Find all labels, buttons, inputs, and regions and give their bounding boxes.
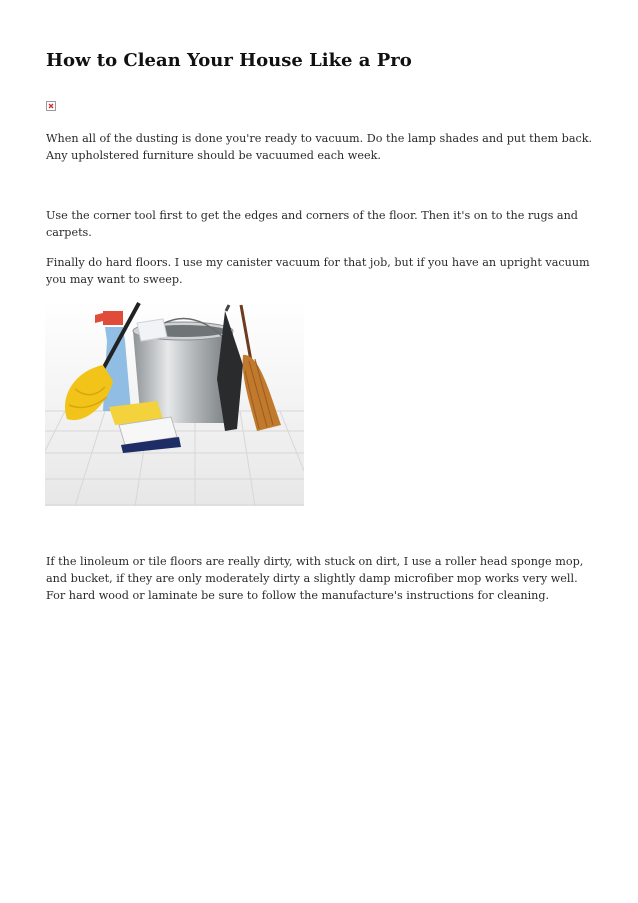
page-title: How to Clean Your House Like a Pro — [46, 50, 412, 71]
paragraph-hard-floors: Finally do hard floors. I use my canister vacuum for that job, but if you have an upright vacuum you may want to sweep. — [46, 256, 590, 286]
paragraph-linoleum-floors: If the linoleum or tile floors are really dirty, with stuck on dirt, I use a roller head sponge mop, and bucket, if they are only moderately dirty a slightly damp microfiber mop works very well. For hard wood or laminate be sure to follow the manufacture's instructions for cleaning. — [46, 555, 584, 602]
paragraph-corner-tool: Use the corner tool first to get the edges and corners of the floor. Then it's on to the rugs and carpets. — [46, 209, 578, 239]
cleaning-supplies-photo — [45, 301, 304, 506]
paragraph-vacuum: When all of the dusting is done you're ready to vacuum. Do the lamp shades and put them back. Any upholstered furniture should be vacuumed each week. — [46, 132, 593, 162]
broken-image-icon — [46, 101, 56, 111]
